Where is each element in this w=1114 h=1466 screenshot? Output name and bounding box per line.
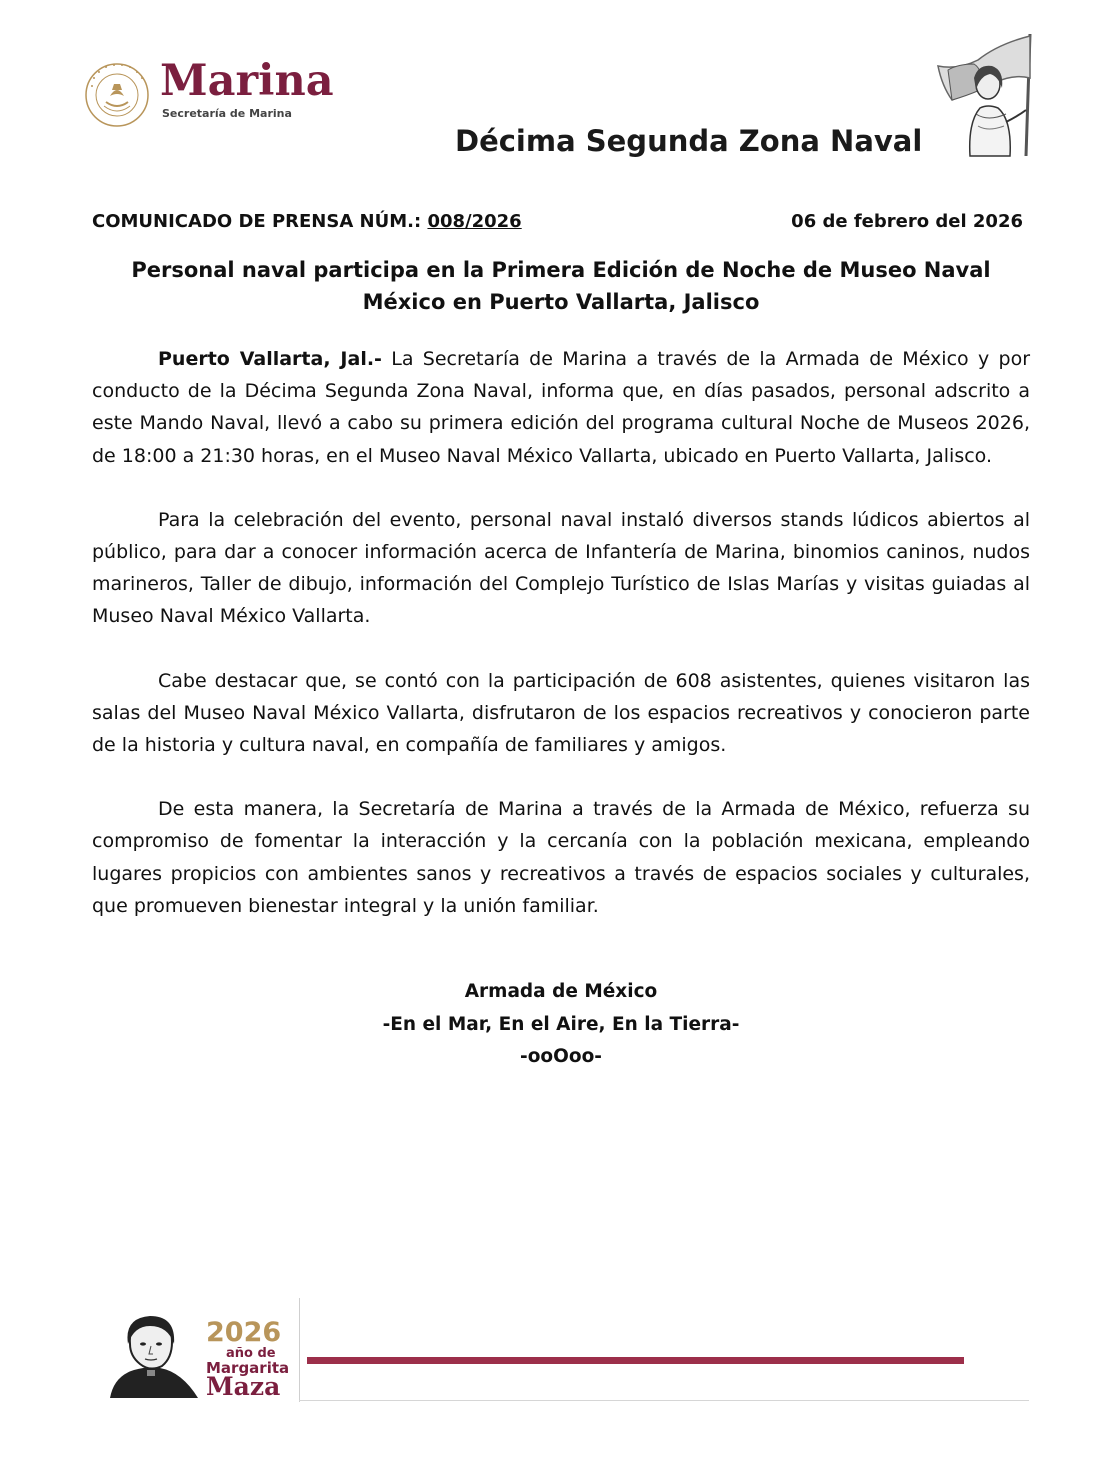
closing-line-1: Armada de México xyxy=(464,981,658,1002)
closing-motto: -En el Mar, En el Aire, En la Tierra- xyxy=(382,1013,740,1035)
footer-divider-horizontal xyxy=(299,1400,1029,1401)
paragraph-3: Cabe destacar que, se contó con la participación de 608 asistentes, quienes visitaron las salas del Museo Naval México Vallarta, disfrutaron de los espacios recreativos y conocieron parte de la historia y cultura naval, en compañía de familiares y amigos. xyxy=(92,669,1030,757)
footer-year: 2026 xyxy=(206,1317,282,1348)
heroine-with-flag-illustration-icon xyxy=(918,30,1044,160)
closing-block xyxy=(92,976,1030,1074)
dateline: Puerto Vallarta, Jal.- xyxy=(158,348,382,370)
coat-of-arms-seal-icon xyxy=(84,62,150,128)
brand-name: Marina xyxy=(160,56,334,106)
brand-subtitle: Secretaría de Marina xyxy=(162,107,292,120)
press-release-date: 06 de febrero del 2026 xyxy=(791,211,1023,232)
headline-line-2: México en Puerto Vallarta, Jalisco xyxy=(362,290,760,314)
press-release-label: COMUNICADO DE PRENSA NÚM.: xyxy=(92,211,422,232)
headline-line-1: Personal naval participa en la Primera Edición de Noche de Museo Naval xyxy=(131,258,991,282)
paragraph-2: Para la celebración del evento, personal naval instaló diversos stands lúdicos abiertos al público, para dar a conocer información acerca de Infantería de Marina, binomios caninos, nudos marineros, Taller de dibujo, información del Complejo Turístico de Islas Marías y visitas guiadas al Museo Naval México Vallarta. xyxy=(92,508,1030,628)
paragraph-4: De esta manera, la Secretaría de Marina a través de la Armada de México, refuerza su compromiso de fomentar la interacción y la cercanía con la población mexicana, empleando lugares propicios con ambientes sanos y recreativos a través de espacios sociales y culturales, que promueven bienestar integral y la unión familiar. xyxy=(92,798,1030,917)
paragraph-1-text: La Secretaría de Marina a través de la Armada de México y por conducto de la Décima Segunda Zona Naval, informa que, en días pasados, personal adscrito a este Mando Naval, llevó a cabo su primera edición del programa cultural Noche de Museos 2026, de 18:00 a 21:30 horas, en el Museo Naval México Vallarta, ubicado en Puerto Vallarta, Jalisco. xyxy=(92,348,1031,467)
article-body xyxy=(92,343,1030,954)
margarita-maza-portrait-icon xyxy=(104,1314,204,1398)
press-release-number xyxy=(92,211,522,232)
footer-ano-de: año de xyxy=(226,1346,276,1361)
press-release-number-value: 008/2026 xyxy=(427,211,522,232)
zone-title: Décima Segunda Zona Naval xyxy=(455,124,923,158)
footer-name-last: Maza xyxy=(206,1372,281,1401)
footer-divider-vertical xyxy=(299,1298,300,1402)
headline xyxy=(92,254,1030,318)
closing-end-mark: -ooOoo- xyxy=(520,1046,602,1067)
footer-name-first: Margarita xyxy=(206,1359,290,1377)
paragraph-1 xyxy=(92,343,1030,472)
footer-accent-bar xyxy=(307,1357,964,1364)
